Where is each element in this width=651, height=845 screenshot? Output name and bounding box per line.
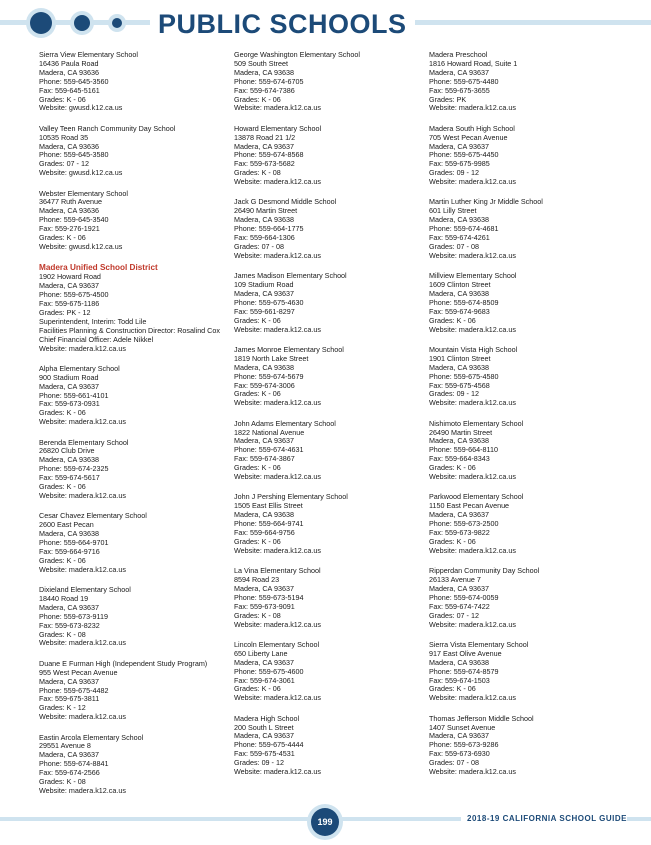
school-entry (39, 512, 239, 574)
entry-line: Grades: K - 08 (39, 777, 86, 787)
school-name: Dixieland Elementary School (39, 585, 131, 595)
entry-line: 1901 Clinton Street (429, 353, 491, 363)
school-name: Nishimoto Elementary School (429, 418, 524, 428)
entry-line: Madera, CA 93637 (429, 510, 489, 520)
school-entry (39, 125, 239, 178)
school-name: Mountain Vista High School (429, 344, 518, 354)
entry-line: Grades: K - 06 (234, 536, 281, 546)
school-name: Duane E Furman High (Independent Study Program) (39, 658, 208, 668)
entry-line: Website: gwusd.k12.ca.us (39, 242, 123, 251)
entry-line: 955 West Pecan Avenue (39, 667, 118, 677)
entry-line: 601 Lilly Street (429, 206, 477, 216)
school-name: Berenda Elementary School (39, 437, 129, 447)
entry-line: Madera, CA 93638 (39, 529, 99, 539)
entry-line: Phone: 559-664-8110 (429, 445, 499, 455)
entry-line: Website: madera.k12.ca.us (234, 250, 321, 260)
school-entry (234, 420, 434, 482)
entry-line: 200 South L Street (234, 722, 294, 732)
entry-line: 16436 Paula Road (39, 58, 99, 68)
entry-line: Fax: 559-674-7422 (429, 601, 490, 611)
entry-line: Phone: 559-674-4631 (234, 445, 304, 455)
entry-line: Phone: 559-673-2500 (429, 519, 499, 529)
school-entry (234, 198, 434, 260)
school-entry (39, 660, 239, 722)
entry-line: Fax: 559-664-1306 (234, 233, 295, 243)
entry-line: Grades: 07 - 12 (429, 610, 479, 620)
school-entry (429, 198, 629, 260)
school-name: George Washington Elementary School (234, 50, 360, 59)
entry-line: Madera, CA 93637 (429, 67, 489, 77)
entry-line: Website: madera.k12.ca.us (234, 324, 321, 334)
entry-line: Fax: 559-673-5682 (234, 159, 295, 169)
entry-line: Website: madera.k12.ca.us (234, 693, 321, 703)
school-entry (234, 641, 434, 703)
entry-line: Grades: K - 06 (39, 408, 86, 418)
school-name: Madera High School (234, 713, 300, 723)
entry-line: Grades: K - 06 (234, 315, 281, 325)
entry-line: 917 East Olive Avenue (429, 648, 502, 658)
entry-line: Fax: 559-674-3006 (234, 380, 295, 390)
entry-line: 26490 Martin Street (429, 427, 493, 437)
page-number: 199 (311, 808, 339, 836)
entry-line: Phone: 559-674-8509 (429, 297, 499, 307)
entry-line: 13878 Road 21 1/2 (234, 132, 296, 142)
entry-line: 8594 Road 23 (234, 575, 280, 585)
entry-line: Grades: 07 - 08 (429, 242, 479, 251)
school-name: Sierra Vista Elementary School (429, 639, 529, 649)
entry-line: Superintendent, Interim: Todd Lile (39, 316, 147, 326)
entry-line: Fax: 559-675-3811 (39, 694, 100, 704)
entry-line: 109 Stadium Road (234, 280, 294, 290)
entry-line: Grades: K - 06 (234, 94, 281, 104)
entry-line: Madera, CA 93638 (429, 215, 489, 225)
entry-line: Website: madera.k12.ca.us (39, 785, 126, 795)
entry-line: Grades: 07 - 12 (39, 159, 89, 169)
entry-line: Phone: 559-675-4600 (234, 666, 304, 676)
entry-line: Grades: K - 06 (39, 94, 86, 104)
school-entry (234, 715, 434, 777)
school-entry (234, 493, 434, 555)
entry-line: Madera, CA 93637 (234, 436, 294, 446)
entry-line: Madera, CA 93637 (39, 676, 99, 686)
entry-line: Madera, CA 93637 (39, 750, 99, 760)
school-entry (234, 346, 434, 408)
school-entry (429, 567, 629, 629)
entry-line: Website: madera.k12.ca.us (234, 398, 321, 408)
school-name: Jack G Desmond Middle School (234, 197, 337, 207)
entry-line: Website: madera.k12.ca.us (429, 693, 516, 703)
entry-line: Phone: 559-675-4480 (429, 76, 499, 86)
entry-line: Phone: 559-664-1775 (234, 224, 304, 234)
entry-line: Website: madera.k12.ca.us (429, 250, 516, 260)
school-entry (39, 439, 239, 501)
entry-line: Phone: 559-674-8568 (234, 150, 304, 160)
entry-line: Madera, CA 93638 (429, 289, 489, 299)
entry-line: 1819 North Lake Street (234, 353, 309, 363)
entry-line: 2600 East Pecan (39, 520, 94, 530)
school-name: James Madison Elementary School (234, 271, 347, 281)
entry-line: Phone: 559-674-2325 (39, 464, 109, 474)
entry-line: 36477 Ruth Avenue (39, 197, 103, 207)
entry-line: Phone: 559-664-9741 (234, 519, 304, 529)
entry-line: Fax: 559-674-3867 (234, 454, 295, 464)
entry-line: Madera, CA 93637 (39, 281, 99, 291)
entry-line: Madera, CA 93638 (429, 362, 489, 372)
page-title: PUBLIC SCHOOLS (150, 6, 415, 42)
school-entry (39, 263, 239, 353)
entry-line: Fax: 559-675-9985 (429, 159, 490, 169)
entry-line: Fax: 559-661-8297 (234, 306, 295, 316)
school-name: Valley Teen Ranch Community Day School (39, 123, 176, 133)
entry-line: 1822 National Avenue (234, 427, 305, 437)
entry-line: Facilities Planning & Construction Director: Rosalind Cox (39, 325, 220, 335)
entry-line: Madera, CA 93638 (234, 215, 294, 225)
entry-line: Madera, CA 93637 (39, 602, 99, 612)
entry-line: Website: madera.k12.ca.us (429, 324, 516, 334)
school-entry (429, 125, 629, 187)
entry-line: Madera, CA 93637 (234, 583, 294, 593)
entry-line: Website: madera.k12.ca.us (39, 712, 126, 722)
entry-line: Grades: 07 - 08 (234, 242, 284, 251)
entry-line: Phone: 559-675-4444 (234, 740, 304, 750)
school-name: Lincoln Elementary School (234, 639, 320, 649)
school-entry (234, 567, 434, 629)
entry-line: Phone: 559-645-3540 (39, 215, 109, 225)
entry-line: 705 West Pecan Avenue (429, 132, 508, 142)
school-name: Webster Elementary School (39, 188, 128, 198)
entry-line: Phone: 559-674-5679 (234, 371, 304, 381)
entry-line: Phone: 559-674-0059 (429, 592, 499, 602)
entry-line: Madera, CA 93637 (234, 731, 294, 741)
entry-line: Website: gwusd.k12.ca.us (39, 168, 123, 178)
header-dot-small (112, 18, 122, 28)
entry-line: Phone: 559-674-4681 (429, 224, 499, 234)
entry-line: Grades: K - 06 (234, 463, 281, 473)
entry-line: Grades: K - 12 (39, 703, 86, 713)
entry-line: Fax: 559-673-0931 (39, 399, 100, 409)
school-name: John J Pershing Elementary School (234, 492, 348, 502)
entry-line: Grades: 09 - 12 (234, 758, 284, 768)
entry-line: Madera, CA 93637 (429, 141, 489, 151)
school-name: James Monroe Elementary School (234, 344, 344, 354)
school-entry (39, 51, 239, 113)
school-entry (234, 272, 434, 334)
entry-line: Website: madera.k12.ca.us (429, 472, 516, 482)
entry-line: Website: madera.k12.ca.us (39, 638, 126, 648)
entry-line: Fax: 559-645-5161 (39, 85, 100, 95)
school-name: John Adams Elementary School (234, 418, 336, 428)
entry-line: Website: madera.k12.ca.us (39, 564, 126, 574)
school-name: Eastin Arcola Elementary School (39, 732, 144, 742)
entry-line: Grades: K - 06 (39, 482, 86, 492)
school-entry (429, 346, 629, 408)
directory-column-1 (39, 51, 239, 807)
school-entry (429, 420, 629, 482)
entry-line: Grades: K - 08 (234, 610, 281, 620)
entry-line: Fax: 559-673-6930 (429, 749, 490, 759)
entry-line: Fax: 559-664-8343 (429, 454, 490, 464)
entry-line: Phone: 559-674-6705 (234, 76, 304, 86)
school-name: Sierra View Elementary School (39, 50, 138, 59)
directory-column-3 (429, 51, 629, 788)
entry-line: 650 Liberty Lane (234, 648, 288, 658)
school-entry (429, 641, 629, 703)
entry-line: Fax: 559-276-1921 (39, 224, 100, 234)
entry-line: Phone: 559-673-9119 (39, 611, 109, 621)
school-entry (429, 272, 629, 334)
entry-line: Fax: 559-674-5617 (39, 473, 100, 483)
entry-line: 18440 Road 19 (39, 593, 89, 603)
entry-line: Fax: 559-675-4568 (429, 380, 490, 390)
school-entry (429, 493, 629, 555)
entry-line: Phone: 559-675-4580 (429, 371, 499, 381)
entry-line: Grades: 07 - 08 (429, 758, 479, 768)
entry-line: 1816 Howard Road, Suite 1 (429, 58, 518, 68)
school-name: Millview Elementary School (429, 271, 517, 281)
school-name: Madera Preschool (429, 50, 488, 59)
entry-line: 900 Stadium Road (39, 372, 99, 382)
entry-line: Phone: 559-673-5194 (234, 592, 304, 602)
entry-line: Phone: 559-673-9286 (429, 740, 499, 750)
school-name: Parkwood Elementary School (429, 492, 524, 502)
school-name: La Vina Elementary School (234, 566, 321, 576)
school-entry (234, 125, 434, 187)
entry-line: Madera, CA 93637 (234, 657, 294, 667)
entry-line: Phone: 559-645-3580 (39, 150, 109, 160)
entry-line: Fax: 559-674-3061 (234, 675, 295, 685)
entry-line: Grades: K - 08 (234, 168, 281, 178)
entry-line: 1150 East Pecan Avenue (429, 501, 510, 511)
entry-line: Grades: K - 06 (234, 389, 281, 399)
entry-line: 1407 Sunset Avenue (429, 722, 496, 732)
entry-line: 1505 East Ellis Street (234, 501, 303, 511)
school-name: Thomas Jefferson Middle School (429, 713, 534, 723)
school-entry (39, 190, 239, 252)
entry-line: Madera, CA 93638 (234, 510, 294, 520)
entry-line: Phone: 559-664-9701 (39, 538, 109, 548)
entry-line: Phone: 559-675-4450 (429, 150, 499, 160)
school-entry (39, 734, 239, 796)
entry-line: 26820 Club Drive (39, 446, 95, 456)
entry-line: Grades: PK - 12 (39, 307, 91, 317)
entry-line: Website: madera.k12.ca.us (234, 103, 321, 113)
entry-line: Fax: 559-674-2566 (39, 768, 100, 778)
entry-line: Fax: 559-664-9716 (39, 546, 100, 556)
guide-title: 2018-19 CALIFORNIA SCHOOL GUIDE (461, 813, 627, 825)
entry-line: Phone: 559-674-8841 (39, 759, 109, 769)
entry-line: Fax: 559-675-4531 (234, 749, 295, 759)
entry-line: Grades: K - 06 (429, 315, 476, 325)
entry-line: Fax: 559-675-3655 (429, 85, 490, 95)
entry-line: Fax: 559-673-9822 (429, 528, 490, 538)
entry-line: Grades: K - 08 (39, 629, 86, 639)
school-name: Madera South High School (429, 123, 515, 133)
entry-line: 10535 Road 35 (39, 132, 89, 142)
school-name: Ripperdan Community Day School (429, 566, 540, 576)
entry-line: Fax: 559-674-1503 (429, 675, 490, 685)
directory-column-2 (234, 51, 434, 788)
entry-line: Grades: 09 - 12 (429, 168, 479, 178)
entry-line: Website: madera.k12.ca.us (429, 619, 516, 629)
entry-line: Website: madera.k12.ca.us (39, 417, 126, 427)
school-name: Alpha Elementary School (39, 363, 120, 373)
entry-line: Fax: 559-664-9756 (234, 528, 295, 538)
school-entry (429, 715, 629, 777)
entry-line: Website: madera.k12.ca.us (429, 767, 516, 777)
school-name: Martin Luther King Jr Middle School (429, 197, 543, 207)
entry-line: Grades: K - 06 (39, 555, 86, 565)
entry-line: Website: gwusd.k12.ca.us (39, 103, 123, 113)
school-name: Cesar Chavez Elementary School (39, 511, 147, 521)
entry-line: Website: madera.k12.ca.us (429, 398, 516, 408)
school-name: Howard Elementary School (234, 123, 322, 133)
entry-line: Madera, CA 93638 (429, 657, 489, 667)
school-entry (429, 51, 629, 113)
entry-line: 509 South Street (234, 58, 288, 68)
entry-line: Website: madera.k12.ca.us (234, 177, 321, 187)
entry-line: Madera, CA 93638 (429, 436, 489, 446)
entry-line: Phone: 559-675-4630 (234, 297, 304, 307)
school-entry (39, 365, 239, 427)
entry-line: Madera, CA 93637 (429, 583, 489, 593)
entry-line: Website: madera.k12.ca.us (234, 472, 321, 482)
header-dot-large (30, 12, 52, 34)
entry-line: Grades: K - 06 (39, 233, 86, 243)
entry-line: 1609 Clinton Street (429, 280, 491, 290)
entry-line: Fax: 559-673-9091 (234, 601, 295, 611)
entry-line: Grades: K - 06 (234, 684, 281, 694)
entry-line: Phone: 559-645-3560 (39, 76, 109, 86)
entry-line: Chief Financial Officer: Adele Nikkel (39, 334, 154, 344)
school-entry (234, 51, 434, 113)
entry-line: 1902 Howard Road (39, 272, 101, 282)
school-entry (39, 586, 239, 648)
entry-line: Website: madera.k12.ca.us (429, 545, 516, 555)
header-dot-medium (74, 15, 90, 31)
entry-line: Website: madera.k12.ca.us (234, 767, 321, 777)
entry-line: Phone: 559-674-8579 (429, 666, 499, 676)
entry-line: Grades: K - 06 (429, 536, 476, 546)
entry-line: Madera, CA 93638 (234, 67, 294, 77)
entry-line: Phone: 559-675-4482 (39, 685, 109, 695)
entry-line: Madera, CA 93638 (234, 362, 294, 372)
entry-line: Website: madera.k12.ca.us (234, 619, 321, 629)
entry-line: 29551 Avenue 8 (39, 741, 91, 751)
entry-line: Fax: 559-673-8232 (39, 620, 100, 630)
entry-line: Website: madera.k12.ca.us (39, 491, 126, 501)
entry-line: Fax: 559-674-4261 (429, 233, 490, 243)
entry-line: Website: madera.k12.ca.us (39, 343, 126, 353)
entry-line: Fax: 559-675-1186 (39, 299, 100, 309)
district-heading: Madera Unified School District (39, 263, 158, 273)
entry-line: Madera, CA 93638 (39, 455, 99, 465)
entry-line: Website: madera.k12.ca.us (234, 545, 321, 555)
entry-line: Phone: 559-661-4101 (39, 390, 109, 400)
entry-line: Grades: K - 06 (429, 463, 476, 473)
entry-line: Madera, CA 93636 (39, 141, 99, 151)
entry-line: 26490 Martin Street (234, 206, 298, 216)
entry-line: 26133 Avenue 7 (429, 575, 481, 585)
entry-line: Fax: 559-674-9683 (429, 306, 490, 316)
entry-line: Fax: 559-674-7386 (234, 85, 295, 95)
entry-line: Madera, CA 93636 (39, 206, 99, 216)
entry-line: Madera, CA 93637 (39, 381, 99, 391)
entry-line: Website: madera.k12.ca.us (429, 103, 516, 113)
entry-line: Website: madera.k12.ca.us (429, 177, 516, 187)
entry-line: Madera, CA 93636 (39, 67, 99, 77)
entry-line: Grades: PK (429, 94, 467, 104)
entry-line: Grades: 09 - 12 (429, 389, 479, 399)
entry-line: Madera, CA 93637 (429, 731, 489, 741)
entry-line: Grades: K - 06 (429, 684, 476, 694)
entry-line: Phone: 559-675-4500 (39, 290, 109, 300)
entry-line: Madera, CA 93637 (234, 141, 294, 151)
entry-line: Madera, CA 93637 (234, 289, 294, 299)
